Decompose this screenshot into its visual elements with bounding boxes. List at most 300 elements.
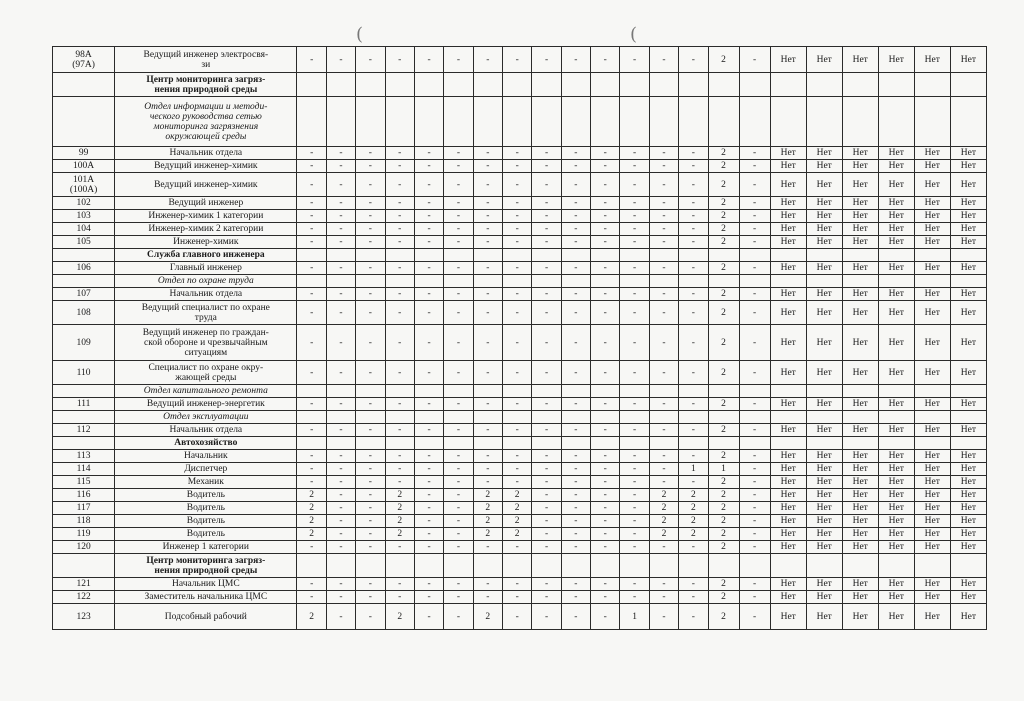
factor-cell: - bbox=[591, 47, 620, 73]
factor-cell bbox=[297, 275, 326, 288]
factor-cell: - bbox=[591, 361, 620, 385]
factor-cell: - bbox=[679, 541, 708, 554]
factor-cell: - bbox=[356, 223, 385, 236]
status-cell: Нет bbox=[770, 301, 806, 325]
factor-cell: - bbox=[414, 210, 443, 223]
status-cell: Нет bbox=[914, 361, 950, 385]
factor-cell: - bbox=[620, 528, 649, 541]
factor-cell: - bbox=[591, 489, 620, 502]
factor-cell bbox=[591, 73, 620, 97]
factor-cell: - bbox=[679, 288, 708, 301]
status-cell bbox=[914, 437, 950, 450]
factor-cell: - bbox=[297, 262, 326, 275]
factor-cell: - bbox=[297, 361, 326, 385]
factor-cell bbox=[326, 437, 355, 450]
row-code: 120 bbox=[53, 541, 115, 554]
factor-cell: - bbox=[414, 288, 443, 301]
factor-cell bbox=[326, 73, 355, 97]
factor-cell bbox=[326, 249, 355, 262]
status-cell bbox=[950, 411, 986, 424]
status-cell: Нет bbox=[878, 223, 914, 236]
factor-cell: - bbox=[444, 325, 473, 361]
factor-cell: - bbox=[561, 197, 590, 210]
factor-cell: - bbox=[532, 262, 561, 275]
status-cell bbox=[842, 385, 878, 398]
factor-cell: - bbox=[297, 450, 326, 463]
factor-cell: 2 bbox=[708, 236, 739, 249]
status-cell: Нет bbox=[770, 398, 806, 411]
factor-cell bbox=[591, 97, 620, 147]
factor-cell: - bbox=[444, 515, 473, 528]
factor-cell: - bbox=[297, 476, 326, 489]
factor-cell: - bbox=[414, 160, 443, 173]
factor-cell: - bbox=[679, 398, 708, 411]
factor-cell: - bbox=[356, 47, 385, 73]
factor-cell bbox=[297, 411, 326, 424]
position-name: Главный инженер bbox=[115, 262, 297, 275]
factor-cell: - bbox=[356, 578, 385, 591]
factor-cell: - bbox=[649, 591, 678, 604]
factor-cell: - bbox=[326, 210, 355, 223]
factor-cell: 2 bbox=[708, 578, 739, 591]
factor-cell: - bbox=[532, 398, 561, 411]
factor-cell: - bbox=[297, 301, 326, 325]
factor-cell: - bbox=[414, 398, 443, 411]
status-cell: Нет bbox=[878, 476, 914, 489]
status-cell: Нет bbox=[914, 173, 950, 197]
factor-cell: - bbox=[532, 301, 561, 325]
status-cell: Нет bbox=[950, 223, 986, 236]
factor-cell bbox=[679, 73, 708, 97]
factor-cell bbox=[620, 249, 649, 262]
factor-cell: - bbox=[532, 528, 561, 541]
factor-cell bbox=[591, 411, 620, 424]
status-cell: Нет bbox=[842, 223, 878, 236]
status-cell: Нет bbox=[950, 578, 986, 591]
status-cell: Нет bbox=[914, 398, 950, 411]
factor-cell: - bbox=[385, 288, 414, 301]
status-cell: Нет bbox=[770, 578, 806, 591]
factor-cell: - bbox=[356, 528, 385, 541]
status-cell: Нет bbox=[914, 424, 950, 437]
factor-cell bbox=[561, 411, 590, 424]
status-cell: Нет bbox=[806, 591, 842, 604]
factor-cell: - bbox=[473, 47, 502, 73]
status-cell bbox=[914, 411, 950, 424]
factor-cell: - bbox=[561, 476, 590, 489]
status-cell: Нет bbox=[770, 147, 806, 160]
factor-cell: - bbox=[679, 236, 708, 249]
factor-cell: - bbox=[620, 515, 649, 528]
status-cell bbox=[806, 73, 842, 97]
status-cell: Нет bbox=[806, 424, 842, 437]
factor-cell: - bbox=[649, 262, 678, 275]
factor-cell: - bbox=[561, 541, 590, 554]
table-row bbox=[53, 210, 987, 223]
factor-cell: - bbox=[473, 578, 502, 591]
factor-cell: - bbox=[649, 541, 678, 554]
factor-cell: 1 bbox=[620, 604, 649, 630]
table-row bbox=[53, 502, 987, 515]
status-cell bbox=[950, 385, 986, 398]
factor-cell: - bbox=[473, 301, 502, 325]
status-cell bbox=[842, 97, 878, 147]
factor-cell bbox=[444, 97, 473, 147]
factor-cell: - bbox=[532, 325, 561, 361]
position-name: Ведущий инженер электросвя- зи bbox=[115, 47, 297, 73]
factor-cell bbox=[561, 249, 590, 262]
table-row bbox=[53, 489, 987, 502]
row-code: 102 bbox=[53, 197, 115, 210]
factor-cell: - bbox=[444, 361, 473, 385]
factor-cell: - bbox=[739, 160, 770, 173]
factor-cell: 2 bbox=[297, 604, 326, 630]
factor-cell: - bbox=[532, 541, 561, 554]
factor-cell: - bbox=[385, 262, 414, 275]
row-code: 115 bbox=[53, 476, 115, 489]
factor-cell bbox=[297, 554, 326, 578]
factor-cell: 2 bbox=[708, 424, 739, 437]
status-cell: Нет bbox=[914, 541, 950, 554]
factor-cell bbox=[532, 385, 561, 398]
factor-cell: - bbox=[739, 502, 770, 515]
factor-cell bbox=[385, 275, 414, 288]
factor-cell: - bbox=[356, 325, 385, 361]
factor-cell bbox=[326, 411, 355, 424]
factor-cell: - bbox=[473, 288, 502, 301]
row-code bbox=[53, 554, 115, 578]
factor-cell: - bbox=[385, 361, 414, 385]
factor-cell bbox=[679, 249, 708, 262]
section-title: Отдел информации и методи- ческого руководства сетью мониторинга загрязнения окружающей среды bbox=[115, 97, 297, 147]
factor-cell bbox=[708, 97, 739, 147]
factor-cell: - bbox=[679, 450, 708, 463]
factor-cell: - bbox=[502, 578, 531, 591]
status-cell: Нет bbox=[806, 147, 842, 160]
factor-cell: - bbox=[326, 197, 355, 210]
factor-cell bbox=[532, 249, 561, 262]
status-cell: Нет bbox=[806, 236, 842, 249]
factor-cell: - bbox=[414, 147, 443, 160]
factor-cell bbox=[473, 411, 502, 424]
factor-cell: 2 bbox=[679, 528, 708, 541]
factor-cell: - bbox=[591, 515, 620, 528]
factor-cell bbox=[739, 275, 770, 288]
position-name: Водитель bbox=[115, 489, 297, 502]
factor-cell: - bbox=[739, 288, 770, 301]
factor-cell: 2 bbox=[708, 489, 739, 502]
status-cell bbox=[770, 385, 806, 398]
factor-cell: 2 bbox=[708, 591, 739, 604]
status-cell: Нет bbox=[770, 325, 806, 361]
status-cell: Нет bbox=[950, 160, 986, 173]
factor-cell: - bbox=[356, 476, 385, 489]
status-cell: Нет bbox=[770, 450, 806, 463]
factor-cell bbox=[708, 73, 739, 97]
factor-cell: - bbox=[561, 47, 590, 73]
row-code: 123 bbox=[53, 604, 115, 630]
factor-cell bbox=[649, 73, 678, 97]
status-cell: Нет bbox=[878, 147, 914, 160]
status-cell bbox=[806, 385, 842, 398]
factor-cell: - bbox=[679, 604, 708, 630]
status-cell: Нет bbox=[914, 604, 950, 630]
factor-cell: 2 bbox=[385, 604, 414, 630]
factor-cell: - bbox=[502, 160, 531, 173]
factor-cell: - bbox=[297, 173, 326, 197]
factor-cell: - bbox=[532, 47, 561, 73]
status-cell: Нет bbox=[878, 463, 914, 476]
row-code bbox=[53, 437, 115, 450]
status-cell bbox=[950, 97, 986, 147]
factor-cell: - bbox=[473, 223, 502, 236]
factor-cell: - bbox=[385, 591, 414, 604]
status-cell: Нет bbox=[878, 361, 914, 385]
factor-cell bbox=[561, 554, 590, 578]
factor-cell: - bbox=[414, 223, 443, 236]
status-cell: Нет bbox=[878, 210, 914, 223]
status-cell: Нет bbox=[770, 361, 806, 385]
row-code: 110 bbox=[53, 361, 115, 385]
factor-cell bbox=[620, 73, 649, 97]
status-cell bbox=[914, 275, 950, 288]
factor-cell: - bbox=[502, 361, 531, 385]
factor-cell: - bbox=[385, 197, 414, 210]
factor-cell: 2 bbox=[708, 197, 739, 210]
factor-cell: - bbox=[591, 591, 620, 604]
position-name: Диспетчер bbox=[115, 463, 297, 476]
factor-cell: - bbox=[591, 398, 620, 411]
factor-cell: - bbox=[649, 604, 678, 630]
factor-cell: - bbox=[502, 541, 531, 554]
factor-cell bbox=[444, 554, 473, 578]
factor-cell: 2 bbox=[708, 301, 739, 325]
factor-cell bbox=[473, 73, 502, 97]
factor-cell: - bbox=[532, 210, 561, 223]
status-cell: Нет bbox=[842, 604, 878, 630]
factor-cell bbox=[532, 275, 561, 288]
status-cell: Нет bbox=[914, 325, 950, 361]
row-code: 116 bbox=[53, 489, 115, 502]
factor-cell: - bbox=[739, 301, 770, 325]
status-cell: Нет bbox=[842, 578, 878, 591]
factor-cell: - bbox=[561, 463, 590, 476]
factor-cell: - bbox=[502, 604, 531, 630]
factor-cell bbox=[620, 411, 649, 424]
factor-cell: - bbox=[591, 236, 620, 249]
factor-cell: - bbox=[326, 47, 355, 73]
factor-cell: - bbox=[356, 541, 385, 554]
status-cell: Нет bbox=[770, 173, 806, 197]
factor-cell: 2 bbox=[473, 489, 502, 502]
factor-cell: - bbox=[739, 515, 770, 528]
factor-cell bbox=[444, 437, 473, 450]
factor-cell: 1 bbox=[708, 463, 739, 476]
section-title: Служба главного инженера bbox=[115, 249, 297, 262]
table-row bbox=[53, 262, 987, 275]
factor-cell: - bbox=[591, 147, 620, 160]
section-title: Отдел эксплуатации bbox=[115, 411, 297, 424]
factor-cell: - bbox=[326, 578, 355, 591]
factor-cell: - bbox=[444, 502, 473, 515]
factor-cell: 2 bbox=[385, 502, 414, 515]
factor-cell: - bbox=[297, 47, 326, 73]
factor-cell bbox=[502, 97, 531, 147]
factor-cell: - bbox=[297, 147, 326, 160]
position-name: Водитель bbox=[115, 528, 297, 541]
factor-cell: - bbox=[473, 463, 502, 476]
status-cell: Нет bbox=[842, 262, 878, 275]
factor-cell: - bbox=[473, 236, 502, 249]
factor-cell: 2 bbox=[708, 604, 739, 630]
factor-cell: - bbox=[739, 236, 770, 249]
factor-cell: - bbox=[561, 288, 590, 301]
position-name: Ведущий инженер по граждан- ской обороне и чрезвычайным ситуациям bbox=[115, 325, 297, 361]
factor-cell: - bbox=[620, 361, 649, 385]
status-cell: Нет bbox=[914, 147, 950, 160]
table-row bbox=[53, 361, 987, 385]
factor-cell bbox=[502, 73, 531, 97]
position-name: Начальник отдела bbox=[115, 147, 297, 160]
factor-cell bbox=[649, 385, 678, 398]
status-cell: Нет bbox=[806, 604, 842, 630]
status-cell: Нет bbox=[806, 489, 842, 502]
status-cell: Нет bbox=[842, 424, 878, 437]
factor-cell: - bbox=[591, 476, 620, 489]
factor-cell: - bbox=[739, 476, 770, 489]
status-cell: Нет bbox=[914, 160, 950, 173]
status-cell: Нет bbox=[770, 288, 806, 301]
factor-cell: - bbox=[385, 541, 414, 554]
factor-cell: - bbox=[502, 223, 531, 236]
factor-cell: 1 bbox=[679, 463, 708, 476]
status-cell: Нет bbox=[878, 450, 914, 463]
position-name: Ведущий инженер-химик bbox=[115, 160, 297, 173]
row-code bbox=[53, 385, 115, 398]
factor-cell: - bbox=[679, 47, 708, 73]
factor-cell: - bbox=[649, 578, 678, 591]
factor-cell: - bbox=[739, 147, 770, 160]
factor-cell bbox=[326, 385, 355, 398]
status-cell bbox=[914, 97, 950, 147]
status-cell: Нет bbox=[950, 476, 986, 489]
status-cell: Нет bbox=[806, 502, 842, 515]
status-cell: Нет bbox=[878, 424, 914, 437]
factor-cell: - bbox=[297, 160, 326, 173]
factor-cell bbox=[708, 275, 739, 288]
factor-cell bbox=[414, 249, 443, 262]
table-row bbox=[53, 275, 987, 288]
section-title: Отдел по охране труда bbox=[115, 275, 297, 288]
factor-cell: - bbox=[679, 591, 708, 604]
factor-cell: - bbox=[532, 236, 561, 249]
factor-cell: - bbox=[444, 604, 473, 630]
factor-cell: - bbox=[561, 578, 590, 591]
position-name: Ведущий инженер bbox=[115, 197, 297, 210]
row-code: 103 bbox=[53, 210, 115, 223]
factor-cell bbox=[356, 411, 385, 424]
factor-cell: 2 bbox=[708, 210, 739, 223]
factor-cell bbox=[356, 437, 385, 450]
factor-cell: - bbox=[414, 450, 443, 463]
status-cell: Нет bbox=[878, 541, 914, 554]
status-cell bbox=[950, 73, 986, 97]
factor-cell: - bbox=[444, 398, 473, 411]
factor-cell: - bbox=[385, 47, 414, 73]
status-cell: Нет bbox=[806, 301, 842, 325]
factor-cell: - bbox=[591, 288, 620, 301]
status-cell bbox=[806, 275, 842, 288]
factor-cell: - bbox=[532, 502, 561, 515]
status-cell: Нет bbox=[770, 591, 806, 604]
factor-cell: - bbox=[473, 325, 502, 361]
factor-cell: 2 bbox=[385, 528, 414, 541]
status-cell: Нет bbox=[878, 325, 914, 361]
table-row bbox=[53, 197, 987, 210]
position-name: Водитель bbox=[115, 515, 297, 528]
factor-cell: - bbox=[532, 424, 561, 437]
section-title: Центр мониторинга загряз- нения природной среды bbox=[115, 73, 297, 97]
factor-cell: - bbox=[679, 301, 708, 325]
factor-cell: - bbox=[444, 160, 473, 173]
factor-cell bbox=[444, 385, 473, 398]
factor-cell: - bbox=[356, 424, 385, 437]
status-cell bbox=[950, 437, 986, 450]
factor-cell: - bbox=[297, 424, 326, 437]
factor-cell bbox=[473, 249, 502, 262]
factor-cell: - bbox=[385, 325, 414, 361]
status-cell: Нет bbox=[842, 489, 878, 502]
factor-cell: - bbox=[297, 223, 326, 236]
factor-cell bbox=[385, 437, 414, 450]
factor-cell: - bbox=[444, 541, 473, 554]
position-name: Механик bbox=[115, 476, 297, 489]
factor-cell: - bbox=[473, 173, 502, 197]
factor-cell: - bbox=[649, 160, 678, 173]
factor-cell: - bbox=[502, 173, 531, 197]
status-cell bbox=[806, 411, 842, 424]
status-cell: Нет bbox=[950, 463, 986, 476]
factor-cell: - bbox=[739, 361, 770, 385]
factor-cell: 2 bbox=[649, 528, 678, 541]
factor-cell: - bbox=[444, 424, 473, 437]
factor-cell bbox=[561, 97, 590, 147]
factor-cell: - bbox=[502, 476, 531, 489]
factor-cell: - bbox=[649, 197, 678, 210]
factor-cell: - bbox=[739, 197, 770, 210]
factor-cell: - bbox=[739, 450, 770, 463]
factor-cell: - bbox=[532, 160, 561, 173]
factor-cell: - bbox=[739, 398, 770, 411]
status-cell: Нет bbox=[770, 223, 806, 236]
row-code: 118 bbox=[53, 515, 115, 528]
table-row bbox=[53, 541, 987, 554]
factor-cell: - bbox=[414, 489, 443, 502]
status-cell: Нет bbox=[770, 160, 806, 173]
status-cell: Нет bbox=[770, 502, 806, 515]
factor-cell bbox=[532, 411, 561, 424]
status-cell: Нет bbox=[950, 398, 986, 411]
status-cell bbox=[806, 554, 842, 578]
assessment-table bbox=[52, 46, 987, 630]
factor-cell: - bbox=[414, 424, 443, 437]
factor-cell: - bbox=[414, 325, 443, 361]
factor-cell bbox=[356, 97, 385, 147]
status-cell: Нет bbox=[950, 528, 986, 541]
factor-cell: - bbox=[444, 147, 473, 160]
factor-cell: - bbox=[502, 236, 531, 249]
factor-cell: - bbox=[385, 173, 414, 197]
